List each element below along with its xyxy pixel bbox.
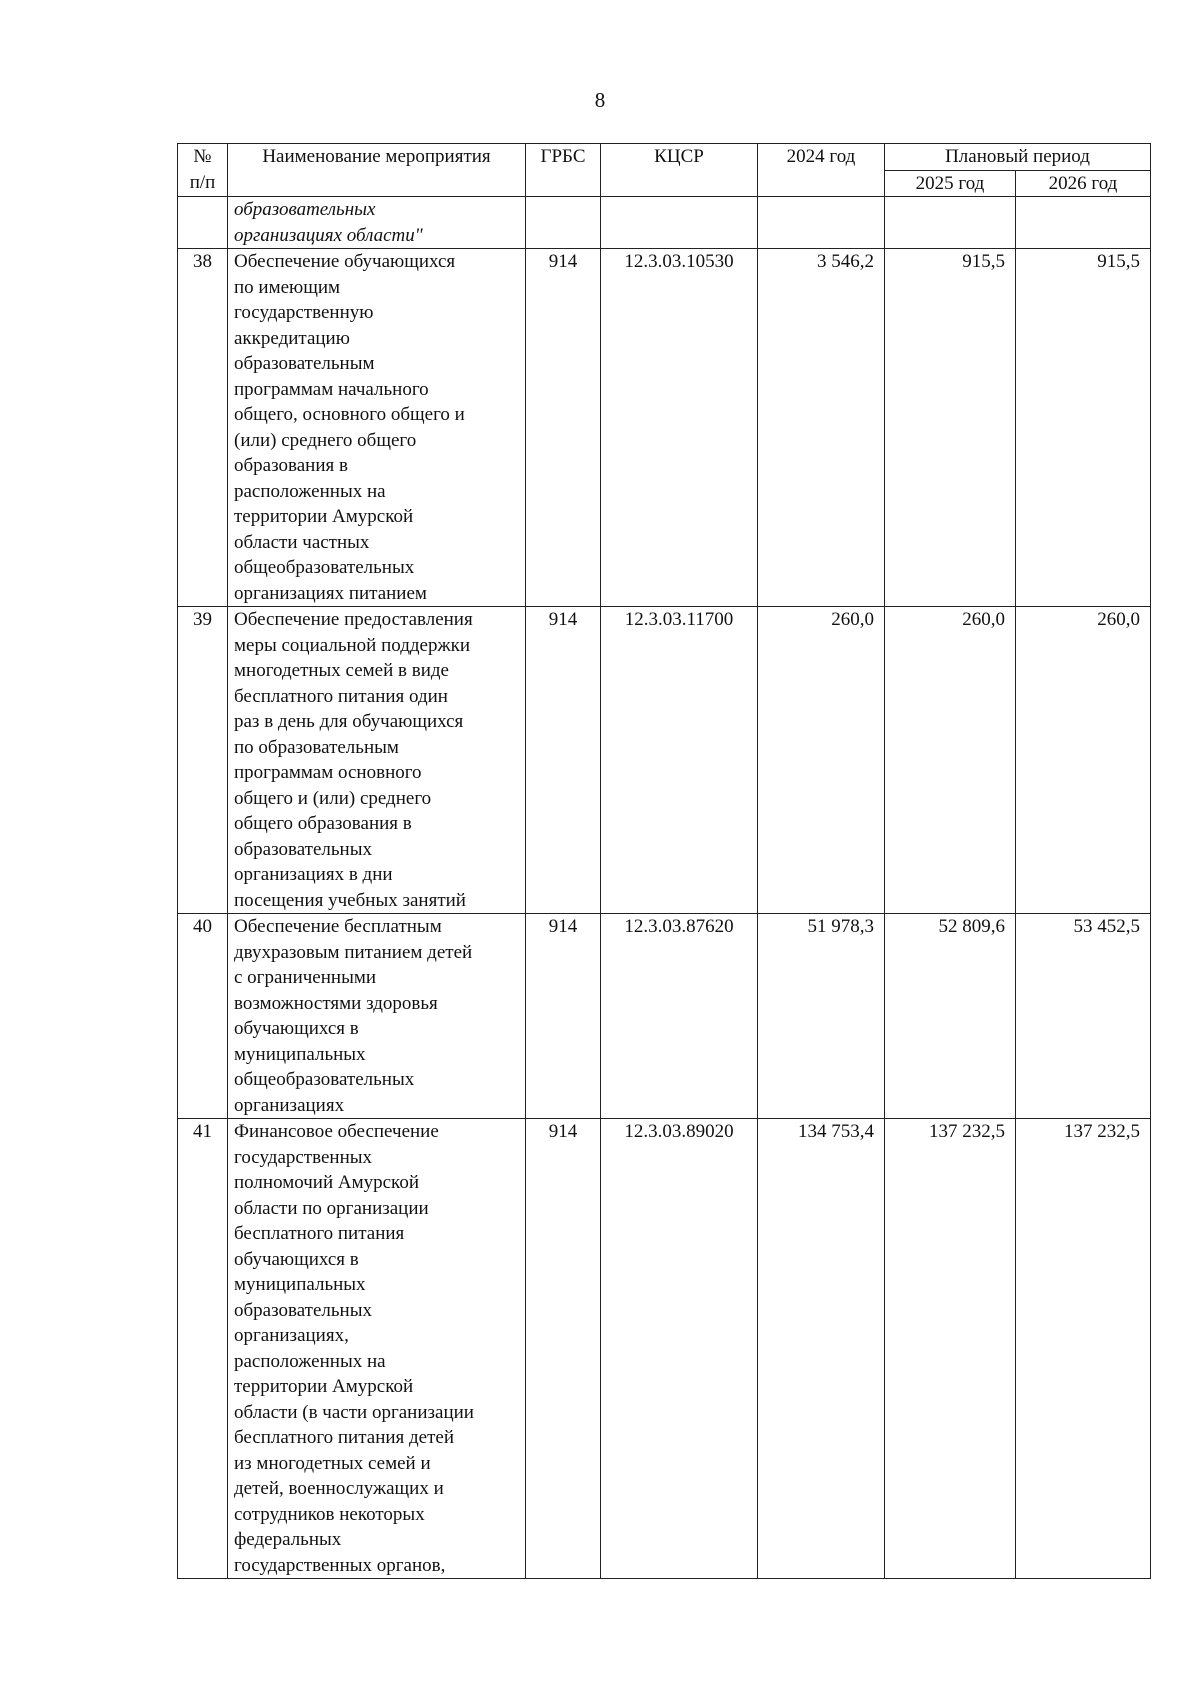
row-2024: 134 753,4 (758, 1119, 885, 1579)
header-num: № п/п (178, 144, 228, 197)
header-planned-period: Плановый период (885, 144, 1151, 171)
row-name: Обеспечение предоставления меры социальной поддержки многодетных семей в виде бесплатного питания один раз в день для обучающихся по образовательным программам основного общего и (или) среднего общего образования в образовательных организациях в дни посещения учебных занятий (228, 607, 526, 914)
row-number: 40 (178, 914, 228, 1119)
row-2024: 260,0 (758, 607, 885, 914)
table-row (178, 249, 1151, 607)
row-2025: 137 232,5 (885, 1119, 1016, 1579)
row-kcsr: 12.3.03.87620 (601, 914, 758, 1119)
row-number: 41 (178, 1119, 228, 1579)
row-kcsr: 12.3.03.10530 (601, 249, 758, 607)
row-2026: 915,5 (1016, 249, 1151, 607)
header-row (178, 144, 1151, 171)
header-2026: 2026 год (1016, 170, 1151, 197)
page-number: 8 (594, 88, 606, 112)
table-row (178, 914, 1151, 1119)
budget-table (177, 143, 1151, 1579)
row-2024: 3 546,2 (758, 249, 885, 607)
row-2026: 137 232,5 (1016, 1119, 1151, 1579)
row-2024: 51 978,3 (758, 914, 885, 1119)
row-name: Финансовое обеспечение государственных полномочий Амурской области по организации бесплатного питания обучающихся в муниципальных образовательных организациях, расположенных на территории Амурской области (в части организации бесплатного питания детей из многодетных семей и детей, военнослужащих и сотрудников некоторых федеральных государственных органов, (228, 1119, 526, 1579)
row-grbs: 914 (526, 607, 601, 914)
header-2025: 2025 год (885, 170, 1016, 197)
continuation-text: образовательных организациях области" (228, 197, 526, 249)
row-grbs: 914 (526, 1119, 601, 1579)
header-grbs: ГРБС (526, 144, 601, 197)
continuation-row (178, 197, 1151, 249)
row-2026: 53 452,5 (1016, 914, 1151, 1119)
row-grbs: 914 (526, 249, 601, 607)
row-number: 39 (178, 607, 228, 914)
row-kcsr: 12.3.03.89020 (601, 1119, 758, 1579)
row-grbs: 914 (526, 914, 601, 1119)
row-2025: 260,0 (885, 607, 1016, 914)
header-2024: 2024 год (758, 144, 885, 197)
row-2025: 915,5 (885, 249, 1016, 607)
row-name: Обеспечение обучающихся по имеющим государственную аккредитацию образовательным программам начального общего, основного общего и (или) среднего общего образования в расположенных на территории Амурской области частных общеобразовательных организациях питанием (228, 249, 526, 607)
row-number: 38 (178, 249, 228, 607)
table-row (178, 607, 1151, 914)
header-kcsr: КЦСР (601, 144, 758, 197)
table-row (178, 1119, 1151, 1579)
row-name: Обеспечение бесплатным двухразовым питанием детей с ограниченными возможностями здоровья обучающихся в муниципальных общеобразовательных организациях (228, 914, 526, 1119)
row-2026: 260,0 (1016, 607, 1151, 914)
row-kcsr: 12.3.03.11700 (601, 607, 758, 914)
row-2025: 52 809,6 (885, 914, 1016, 1119)
header-name: Наименование мероприятия (228, 144, 526, 197)
